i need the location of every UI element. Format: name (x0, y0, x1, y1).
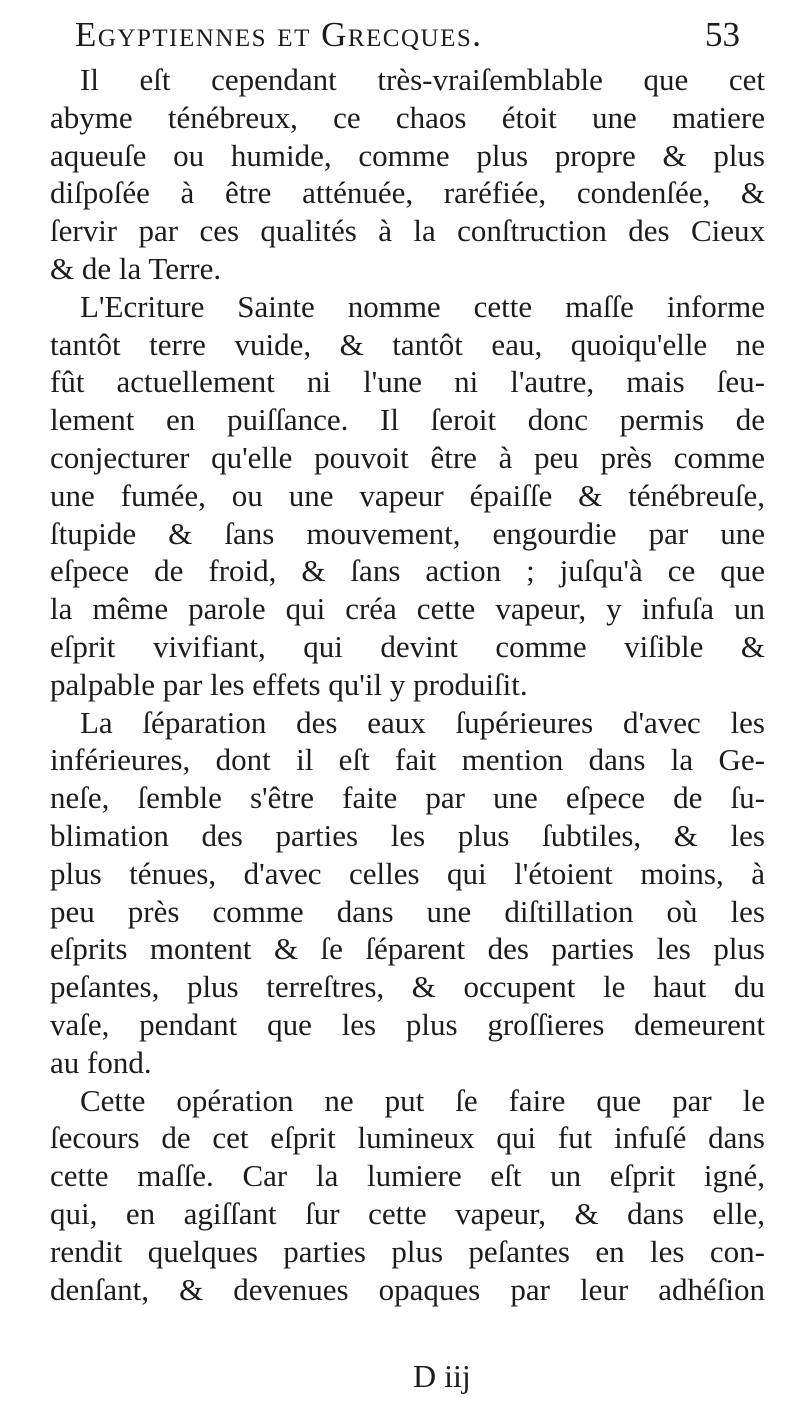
text-line: vaſe, pendant que les plus groſſieres demeurent (50, 1006, 765, 1042)
text-line: inférieures, dont il eſt fait mention dans la Ge- (50, 742, 765, 778)
page-number: 53 (705, 15, 740, 54)
text-line: ſtupide & ſans mouvement, engourdie par une (50, 515, 765, 551)
running-head (75, 12, 740, 58)
text-line: rendit quelques parties plus peſantes en les con- (50, 1233, 765, 1269)
text-line: L'Ecriture Sainte nomme cette maſſe informe (80, 288, 765, 324)
text-line: au fond. (50, 1044, 152, 1080)
text-line: abyme ténébreux, ce chaos étoit une matiere (50, 99, 765, 135)
text-line: ſecours de cet eſprit lumineux qui fut infuſé dans (50, 1120, 765, 1156)
text-line: blimation des parties les plus ſubtiles, & les (50, 817, 765, 853)
text-line: Cette opération ne put ſe faire que par le (80, 1082, 765, 1118)
text-line: une fumée, ou une vapeur épaiſſe & ténébreuſe, (50, 477, 765, 513)
body-text (50, 61, 765, 1308)
text-line: tantôt terre vuide, & tantôt eau, quoiqu'elle ne (50, 326, 765, 362)
text-line: qui, en agiſſant ſur cette vapeur, & dans elle, (50, 1195, 765, 1231)
text-line: eſprits montent & ſe ſéparent des parties les plus (50, 931, 765, 967)
text-line: Il eſt cependant très-vraiſemblable que cet (80, 62, 765, 97)
text-line: palpable par les effets qu'il y produiſit. (50, 666, 528, 702)
text-line: fût actuellement ni l'une ni l'autre, mais ſeu- (50, 364, 765, 400)
text-line: la même parole qui créa cette vapeur, y infuſa un (50, 591, 765, 627)
text-line: aqueuſe ou humide, comme plus propre & plus (50, 137, 765, 173)
text-line: diſpoſée à être atténuée, raréfiée, condenſée, & (50, 175, 765, 211)
text-line: peu près comme dans une diſtillation où les (50, 893, 765, 929)
text-line: eſpece de froid, & ſans action ; juſqu'à ce que (50, 553, 765, 589)
text-line: conjecturer qu'elle pouvoit être à peu près comme (50, 439, 765, 475)
text-line: neſe, ſemble s'être faite par une eſpece de ſu- (50, 780, 765, 816)
text-line: La ſéparation des eaux ſupérieures d'avec les (80, 704, 765, 740)
text-line: eſprit vivifiant, qui devint comme viſible & (50, 628, 765, 664)
running-title: Egyptiennes et Grecques. (75, 15, 483, 54)
text-line: ſervir par ces qualités à la conſtruction des Cieux (50, 213, 765, 249)
text-line: lement en puiſſance. Il ſeroit donc permis de (50, 402, 765, 438)
text-line: cette maſſe. Car la lumiere eſt un eſprit igné, (50, 1158, 765, 1194)
signature-mark: D iij (413, 1358, 471, 1394)
text-line: plus ténues, d'avec celles qui l'étoient moins, à (50, 855, 765, 891)
text-line: peſantes, plus terreſtres, & occupent le haut du (50, 969, 765, 1005)
text-line: denſant, & devenues opaques par leur adhéſion (50, 1271, 765, 1307)
text-line: & de la Terre. (50, 250, 222, 286)
